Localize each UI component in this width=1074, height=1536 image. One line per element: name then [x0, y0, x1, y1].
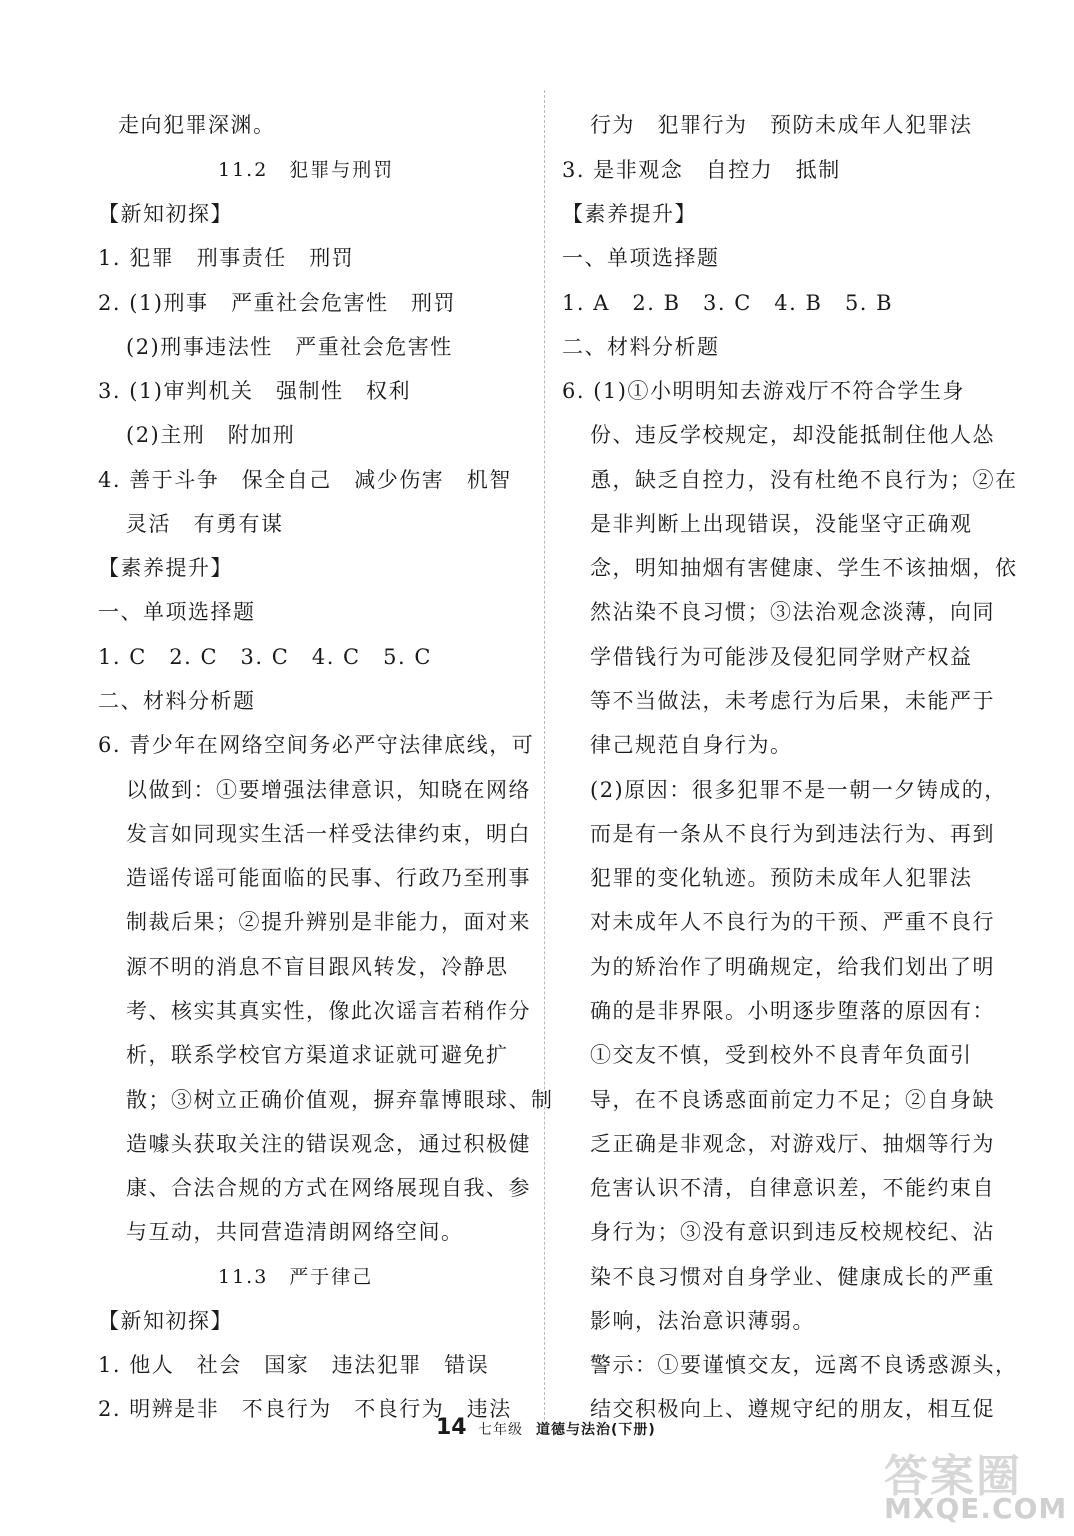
grade-label: 七年级 — [478, 1422, 523, 1438]
text-line: 是非判断上出现错误，没能坚守正确观 — [590, 512, 973, 536]
watermark-chars: 答案圈 — [884, 1451, 1022, 1502]
heading-single-choice: 一、单项选择题 — [562, 246, 720, 270]
text-line: 身行为；③没有意识到违反校规校纪、沾 — [590, 1220, 995, 1244]
heading-new-knowledge: 【新知初探】 — [98, 1309, 233, 1333]
column-divider — [544, 90, 545, 1420]
text-line: 念，明知抽烟有害健康、学生不该抽烟，依 — [590, 556, 1018, 580]
text-line: 源不明的消息不盲目跟风转发，冷静思 — [126, 955, 509, 979]
text-line: 1. 犯罪 刑事责任 刑罚 — [98, 246, 355, 270]
text-line: 恿，缺乏自控力，没有杜绝不良行为；②在 — [590, 468, 1018, 492]
text-line: 制裁后果；②提升辨别是非能力，面对来 — [126, 910, 531, 934]
answer-choices: 1. A 2. B 3. C 4. B 5. B — [562, 291, 894, 315]
text-line: 为的矫治作了明确规定，给我们划出了明 — [590, 955, 995, 979]
text-line: 确的是非界限。小明逐步堕落的原因有： — [590, 999, 995, 1023]
text-line: 走向犯罪深渊。 — [118, 113, 276, 137]
watermark-logo — [884, 1440, 1068, 1530]
text-line: 析，联系学校官方渠道求证就可避免扩 — [126, 1043, 509, 1067]
heading-single-choice: 一、单项选择题 — [98, 600, 256, 624]
text-line: 犯罪的变化轨迹。预防未成年人犯罪法 — [590, 866, 973, 890]
text-line: 行为 犯罪行为 预防未成年人犯罪法 — [590, 113, 973, 137]
page-number: 14 — [436, 1415, 467, 1440]
text-line: 造谣传谣可能面临的民事、行政乃至刑事 — [126, 866, 531, 890]
text-line: 危害认识不清，自律意识差，不能约束自 — [590, 1176, 995, 1200]
text-line: 灵活 有勇有谋 — [126, 512, 284, 536]
text-line: 学借钱行为可能涉及侵犯同学财产权益 — [590, 645, 973, 669]
text-line: 对未成年人不良行为的干预、严重不良行 — [590, 910, 995, 934]
text-line: 散；③树立正确价值观，摒弃靠博眼球、制 — [126, 1088, 554, 1112]
text-line: 康、合法合规的方式在网络展现自我、参 — [126, 1176, 531, 1200]
text-line: 3. (1)审判机关 强制性 权利 — [98, 379, 411, 403]
text-line: 结交积极向上、遵规守纪的朋友，相互促 — [590, 1397, 995, 1421]
text-line: 警示：①要谨慎交友，远离不良诱惑源头， — [590, 1353, 1018, 1377]
heading-literacy: 【素养提升】 — [562, 202, 697, 226]
text-line: 染不良习惯对自身学业、健康成长的严重 — [590, 1265, 995, 1289]
text-line: (2)主刑 附加刑 — [126, 423, 296, 447]
text-line: 而是有一条从不良行为到违法行为、再到 — [590, 822, 995, 846]
heading-material-analysis: 二、材料分析题 — [562, 335, 720, 359]
text-line: 考、核实其真实性，像此次谣言若稍作分 — [126, 999, 531, 1023]
text-line: 6. (1)①小明明知去游戏厅不符合学生身 — [562, 379, 965, 403]
heading-literacy: 【素养提升】 — [98, 556, 233, 580]
subject-label: 道德与法治(下册) — [536, 1422, 656, 1438]
watermark-url: MXQE.COM — [884, 1492, 1068, 1525]
text-line: 3. 是非观念 自控力 抵制 — [562, 158, 841, 182]
text-line: (2)刑事违法性 严重社会危害性 — [126, 335, 453, 359]
text-line: 然沾染不良习惯；③法治观念淡薄，向同 — [590, 600, 995, 624]
text-line: 1. 他人 社会 国家 违法犯罪 错误 — [98, 1353, 490, 1377]
text-line: 4. 善于斗争 保全自己 减少伤害 机智 — [98, 468, 512, 492]
text-line: (2)原因：很多犯罪不是一朝一夕铸成的， — [590, 778, 1007, 802]
text-line: 等不当做法，未考虑行为后果，未能严于 — [590, 689, 995, 713]
heading-new-knowledge: 【新知初探】 — [98, 202, 233, 226]
text-line: 与互动，共同营造清朗网络空间。 — [126, 1220, 464, 1244]
text-line: 律己规范自身行为。 — [590, 733, 793, 757]
text-line: 份、违反学校规定，却没能抵制住他人怂 — [590, 423, 995, 447]
text-line: 影响，法治意识薄弱。 — [590, 1309, 815, 1333]
text-line: 2. 明辨是非 不良行为 不良行为 违法 — [98, 1397, 512, 1421]
heading-material-analysis: 二、材料分析题 — [98, 689, 256, 713]
text-line: 6. 青少年在网络空间务必严守法律底线，可 — [98, 733, 535, 757]
text-line: 2. (1)刑事 严重社会危害性 刑罚 — [98, 291, 456, 315]
text-line: 乏正确是非观念，对游戏厅、抽烟等行为 — [590, 1132, 995, 1156]
text-line: ①交友不慎，受到校外不良青年负面引 — [590, 1043, 973, 1067]
text-line: 以做到：①要增强法律意识，知晓在网络 — [126, 778, 531, 802]
text-line: 发言如同现实生活一样受法律约束，明白 — [126, 822, 531, 846]
text-line: 造噱头获取关注的错误观念，通过积极健 — [126, 1132, 531, 1156]
section-title-11-3: 11.3 严于律己 — [218, 1266, 374, 1288]
answer-choices: 1. C 2. C 3. C 4. C 5. C — [98, 645, 432, 669]
section-title-11-2: 11.2 犯罪与刑罚 — [218, 159, 395, 181]
text-line: 导，在不良诱惑面前定力不足；②自身缺 — [590, 1088, 995, 1112]
